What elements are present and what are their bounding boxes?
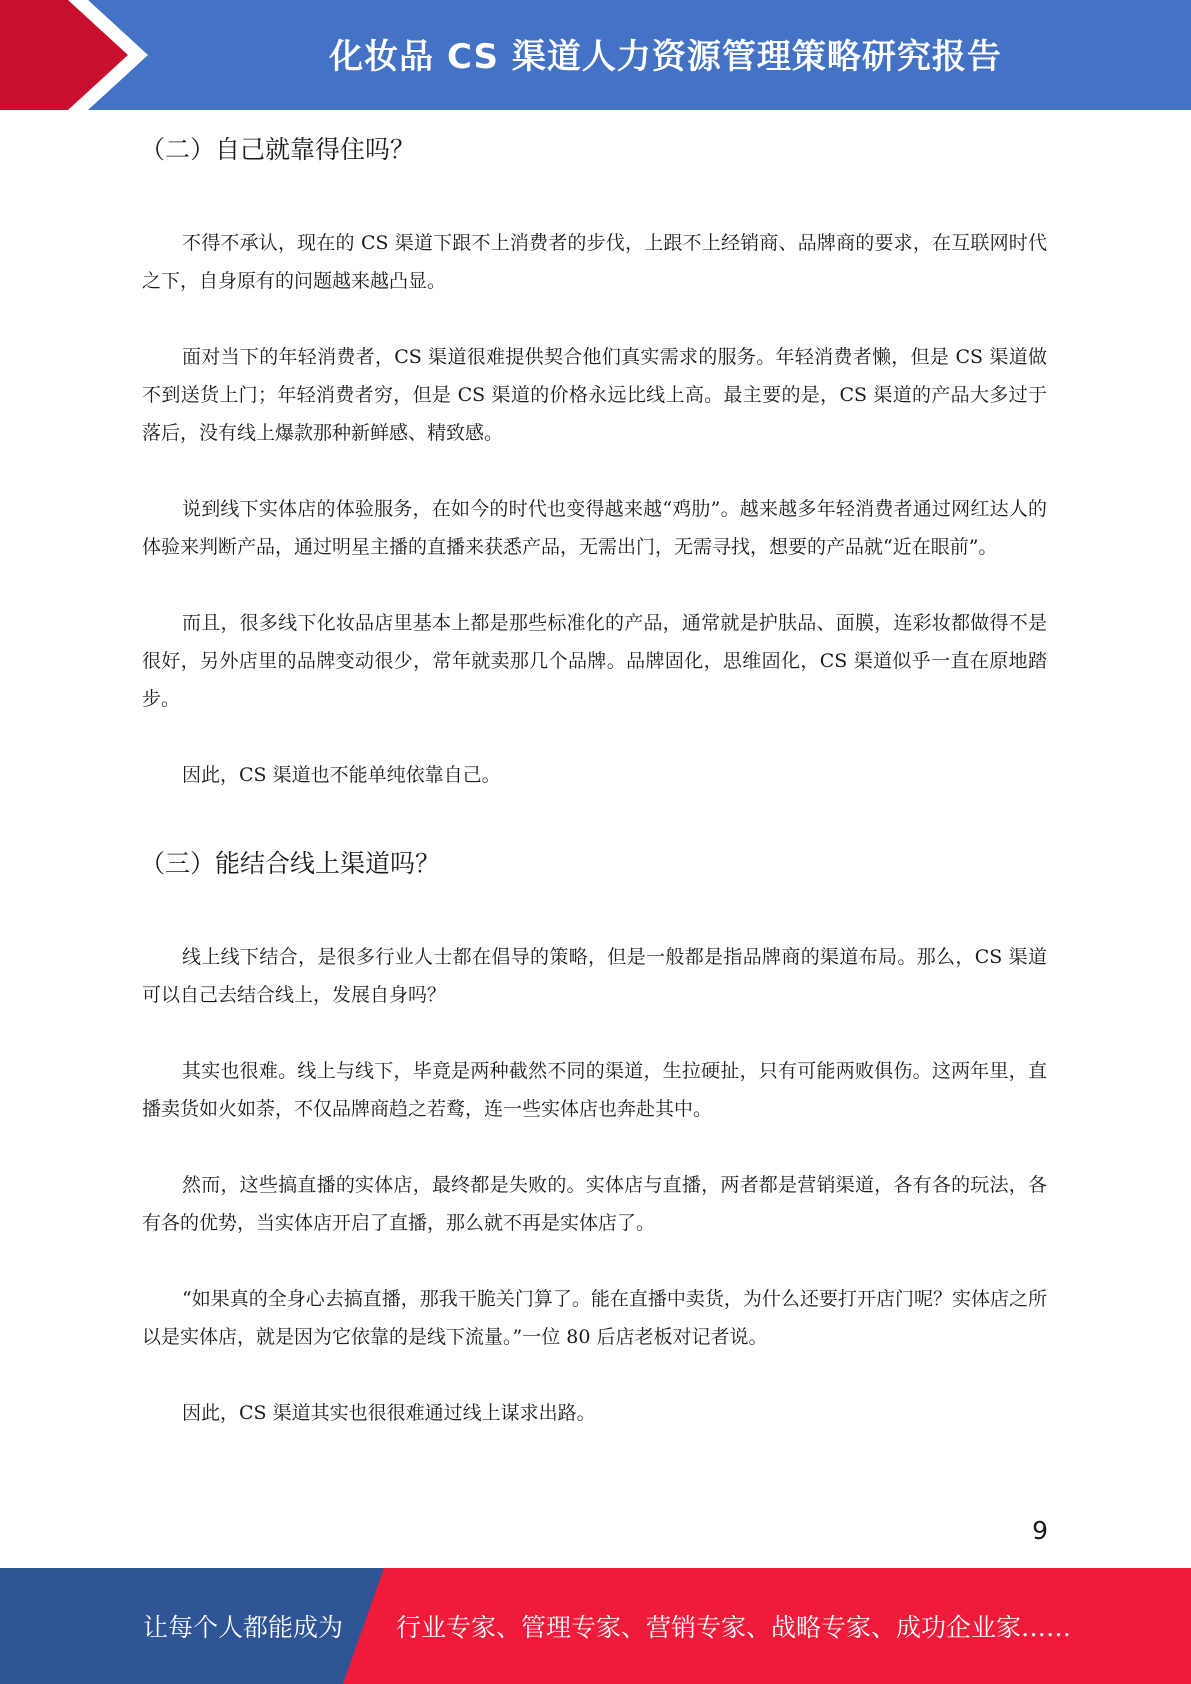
paragraph: “如果真的全身心去搞直播，那我干脆关门算了。能在直播中卖货，为什么还要打开店门呢？实体店之所以是实体店，就是因为它依靠的是线下流量。”一位 80 后店老板对记者说。 [142,1288,1047,1348]
paragraph: 不得不承认，现在的 CS 渠道下跟不上消费者的步伐，上跟不上经销商、品牌商的要求，在互联网时代之下，自身原有的问题越来越凸显。 [142,232,1047,292]
header-arrow-decoration [0,0,160,110]
paragraph: 因此，CS 渠道其实也很很难通过线上谋求出路。 [182,1402,596,1424]
paragraph: 而且，很多线下化妆品店里基本上都是那些标准化的产品，通常就是护肤品、面膜，连彩妆都做得不是很好，另外店里的品牌变动很少，常年就卖那几个品牌。品牌固化，思维固化，CS 渠道似乎一直在原地踏步。 [142,612,1047,710]
section-heading-3: （三）能结合线上渠道吗？ [140,849,441,878]
paragraph: 其实也很难。线上与线下，毕竟是两种截然不同的渠道，生拉硬扯，只有可能两败俱伤。这两年里，直播卖货如火如荼，不仅品牌商趋之若鹜，连一些实体店也奔赴其中。 [142,1060,1047,1120]
paragraph: 因此，CS 渠道也不能单纯依靠自己。 [182,764,501,786]
page-content [142,118,1047,1432]
paragraph: 面对当下的年轻消费者，CS 渠道很难提供契合他们真实需求的服务。年轻消费者懒，但是 CS 渠道做不到送货上门；年轻消费者穷，但是 CS 渠道的价格永远比线上高。最主要的是，CS 渠道的产品大多过于落后，没有线上爆款那种新鲜感、精致感。 [142,346,1047,444]
header-band [0,0,1191,110]
page-number: 9 [1032,1516,1048,1545]
footer-slogan-right: 行业专家、管理专家、营销专家、战略专家、成功企业家…… [396,1613,1072,1642]
paragraph: 线上线下结合，是很多行业人士都在倡导的策略，但是一般都是指品牌商的渠道布局。那么，CS 渠道可以自己去结合线上，发展自身吗？ [142,946,1047,1006]
footer-slogan-left: 让每个人都能成为 [143,1613,344,1642]
section-heading-2: （二）自己就靠得住吗？ [140,135,416,164]
report-title: 化妆品 CS 渠道人力资源管理策略研究报告 [329,36,1002,77]
footer-band [0,1568,1191,1684]
paragraph: 说到线下实体店的体验服务，在如今的时代也变得越来越“鸡肋”。越来越多年轻消费者通过网红达人的体验来判断产品，通过明星主播的直播来获悉产品，无需出门，无需寻找，想要的产品就“近在眼前”。 [142,498,1047,558]
paragraph: 然而，这些搞直播的实体店，最终都是失败的。实体店与直播，两者都是营销渠道，各有各的玩法，各有各的优势，当实体店开启了直播，那么就不再是实体店了。 [142,1174,1047,1234]
